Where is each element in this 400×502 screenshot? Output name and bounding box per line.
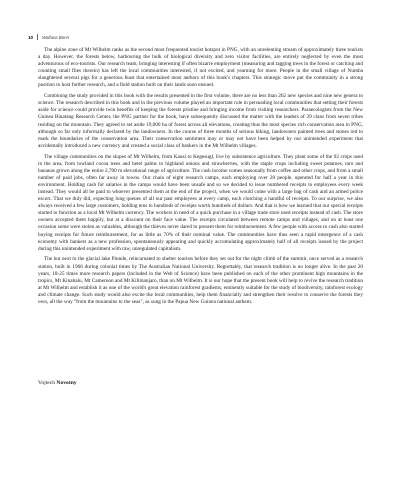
header-divider: [37, 34, 38, 40]
paragraph-1: The alpine zone of Mt Wilhelm ranks as the second most frequented tourist hotspot in PNG, with an unrelenting stream of approximately three tourists a day. However, the forests below, harbouring the bulk of biological diversity and zero visitor facilities, are entirely neglected by even the most adventurous of eco-tourists. Our research team, bringing interesting if often bizarre employment (measuring and tagging trees in the forest or catching and counting small flies therein) has left the local communities interested, if not excited, and yearning for more. People in the small village of Numba slaughtered several pigs for a generous feast that entertained most authors of this book's chapters. This strategic move put the community in a strong position to host further research, and a field station built on their lands soon ensued.: [38, 47, 363, 89]
running-head: [28, 33, 69, 41]
author-first-name: Vojtech: [38, 380, 55, 386]
paragraph-4: The hut next to the glacial lake Piunde, reincarnated to shelter tourists before they set out for the night climb of the summit, once served as a research station, built in 1966 during colonial times by The Australian National University. Regrettably, that research tradition is no longer alive. In the past 20 years, 18-25 times more research papers (included in the Web of Science) have been published on each of the other prominent high mountains in the tropics, Mt Kinabalu, Mt Cameroon and Mt Kilimanjaro, than on Mt Wilhelm. It is our hope that the present book will help to revive the research tradition at Mt Wilhelm and establish it as one of the world's great elevation rainforest gradients, eminently suitable for the study of biodiversity, rainforest ecology and climate change. Such study would also excite the local communities, help them financially and strengthen their resolve to conserve the forests they own, all the way "from the mountains to the seas", as sung in the Papua New Guinea national anthem.: [38, 256, 363, 305]
author-signature: [38, 380, 77, 386]
paragraph-3: The village communities on the slopes of Mt Wilhelm, from Kausi to Kegesugl, live by subsistence agriculture. They plant some of the 92 crops used in the area, from lowland cocoa trees and betel palms to highland onions and strawberries, with the staple crops including sweet potatoes, taro and bananas grown along the entire 2,700 m elevational range of agriculture. The cash income comes seasonally from coffee and other crops, and from a small number of paid jobs, often far away in towns. Our chain of eight research camps, each employing over 20 people, operated for half a year in this environment. Holding cash for salaries in the camps would have been unsafe and so we decided to issue numbered receipts to employees every week instead. They would all be paid to whoever presented them at the end of the project, when we would come with a large bag of cash and an armed police escort. That we duly did, expecting long queues of all our past employees at every camp, each clutching a handful of receipts. To our surprise, we also always received a few large customers, holding tens to hundreds of receipts worth hundreds of dollars. And that is how we learned that our special receipts started to function as a local Mt Wilhelm currency. The workers in need of a quick purchase in a village trade store used receipts instead of cash. The store owners accepted them happily, but at a discount on their face value. The receipts circulated between remote camps and villages, and on at least one occasion some were stolen as valuables, although the thieves never dared to present them for reimbursement. A few people with access to cash also started buying receipts for future reimbursement, for as little as 70% of their nominal value. The communities have thus seen a rapid emergence of a cash economy with bankers as a new profession, spontaneously appearing and quickly accumulating approximately half of all receipts issued by the project during this unintended experiment with raw, unregulated capitalism.: [38, 153, 363, 252]
paragraph-2: Combining the study provided in this book with the results presented in the first volume, there are no less than 262 new species and nine new genera to science. The research described in this book and in the previous volume played an important role in persuading local communities that setting their forests aside for science could provide twin benefits of keeping the forests pristine and bringing income from visiting researchers. Paraecologists from the New Guinea Binatang Research Center, the PNG partner for the book, have subsequently discussed the matter with the leaders of 39 clans from seven tribes residing on the mountain. They agreed to set aside 19,000 ha of forest across all elevations, creating thus the most species rich conservation area in PNG, although so far only informally declared by the landowners. In the course of three months of serious hiking, landowners painted trees and stones red to mark the boundaries of the conservation area. Their conservation sentiment may or may not have been helped by our unintended experiment that accidentally introduced a new currency and created a social class of bankers in the Mt Wilhelm villages.: [38, 93, 363, 149]
page-number: 10: [28, 34, 34, 40]
running-head-title: Wallace Bonn: [42, 34, 70, 40]
author-surname: Novotny: [56, 380, 77, 386]
body-text: [38, 47, 363, 310]
